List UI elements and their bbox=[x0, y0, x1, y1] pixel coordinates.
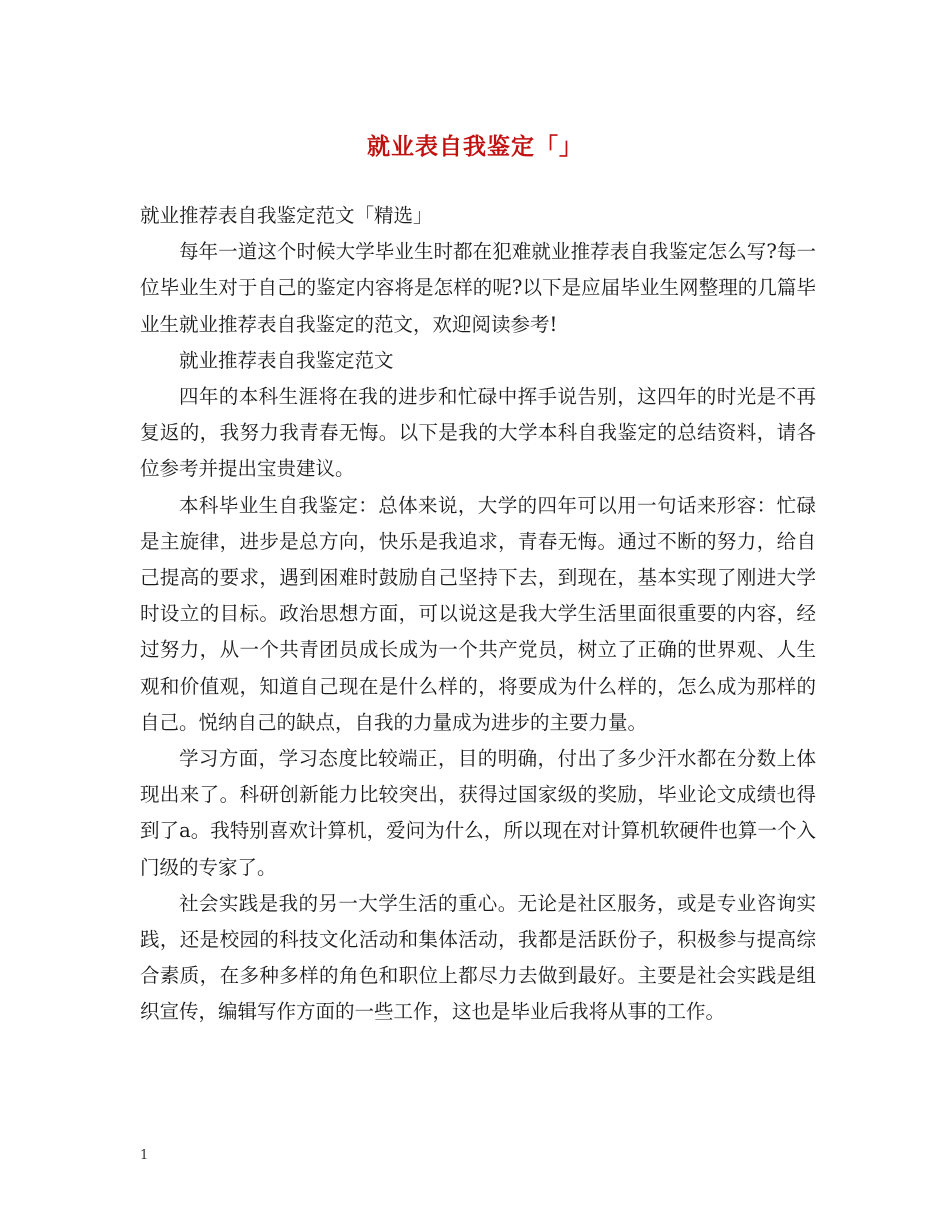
body-paragraph: 四年的本科生涯将在我的进步和忙碌中挥手说告别，这四年的时光是不再复返的，我努力我青春无悔。以下是我的大学本科自我鉴定的总结资料，请各位参考并提出宝贵建议。 bbox=[140, 385, 816, 481]
body-paragraph: 社会实践是我的另一大学生活的重心。无论是社区服务，或是专业咨询实践，还是校园的科技文化活动和集体活动，我都是活跃份子，积极参与提高综合素质，在多种多样的角色和职位上都尽力去做到最好。主要是社会实践是组织宣传，编辑写作方面的一些工作，这也是毕业后我将从事的工作。 bbox=[140, 891, 816, 1024]
body-paragraph: 学习方面，学习态度比较端正，目的明确，付出了多少汗水都在分数上体现出来了。科研创新能力比较突出，获得过国家级的奖励，毕业论文成绩也得到了a。我特别喜欢计算机，爱问为什么，所以现在对计算机软硬件也算一个入门级的专家了。 bbox=[140, 747, 816, 879]
section-heading: 就业推荐表自我鉴定范文 bbox=[179, 348, 394, 372]
subtitle-paragraph: 就业推荐表自我鉴定范文「精选」 bbox=[140, 204, 433, 227]
document-body bbox=[140, 198, 816, 1031]
page-number: 1 bbox=[140, 1148, 149, 1163]
intro-paragraph: 每年一道这个时候大学毕业生时都在犯难就业推荐表自我鉴定怎么写?每一位毕业生对于自己的鉴定内容将是怎样的呢?以下是应届毕业生网整理的几篇毕业生就业推荐表自我鉴定的范文，欢迎阅读参考! bbox=[140, 240, 816, 336]
body-paragraph: 本科毕业生自我鉴定：总体来说，大学的四年可以用一句话来形容：忙碌是主旋律，进步是总方向，快乐是我追求，青春无悔。通过不断的努力，给自己提高的要求，遇到困难时鼓励自己坚持下去，到现在，基本实现了刚进大学时设立的目标。政治思想方面，可以说这是我大学生活里面很重要的内容，经过努力，从一个共青团员成长成为一个共产党员，树立了正确的世界观、人生观和价值观，知道自己现在是什么样的，将要成为什么样的，怎么成为那样的自己。悦纳自己的缺点，自我的力量成为进步的主要力量。 bbox=[140, 493, 816, 734]
document-title: 就业表自我鉴定「」 bbox=[367, 133, 583, 160]
